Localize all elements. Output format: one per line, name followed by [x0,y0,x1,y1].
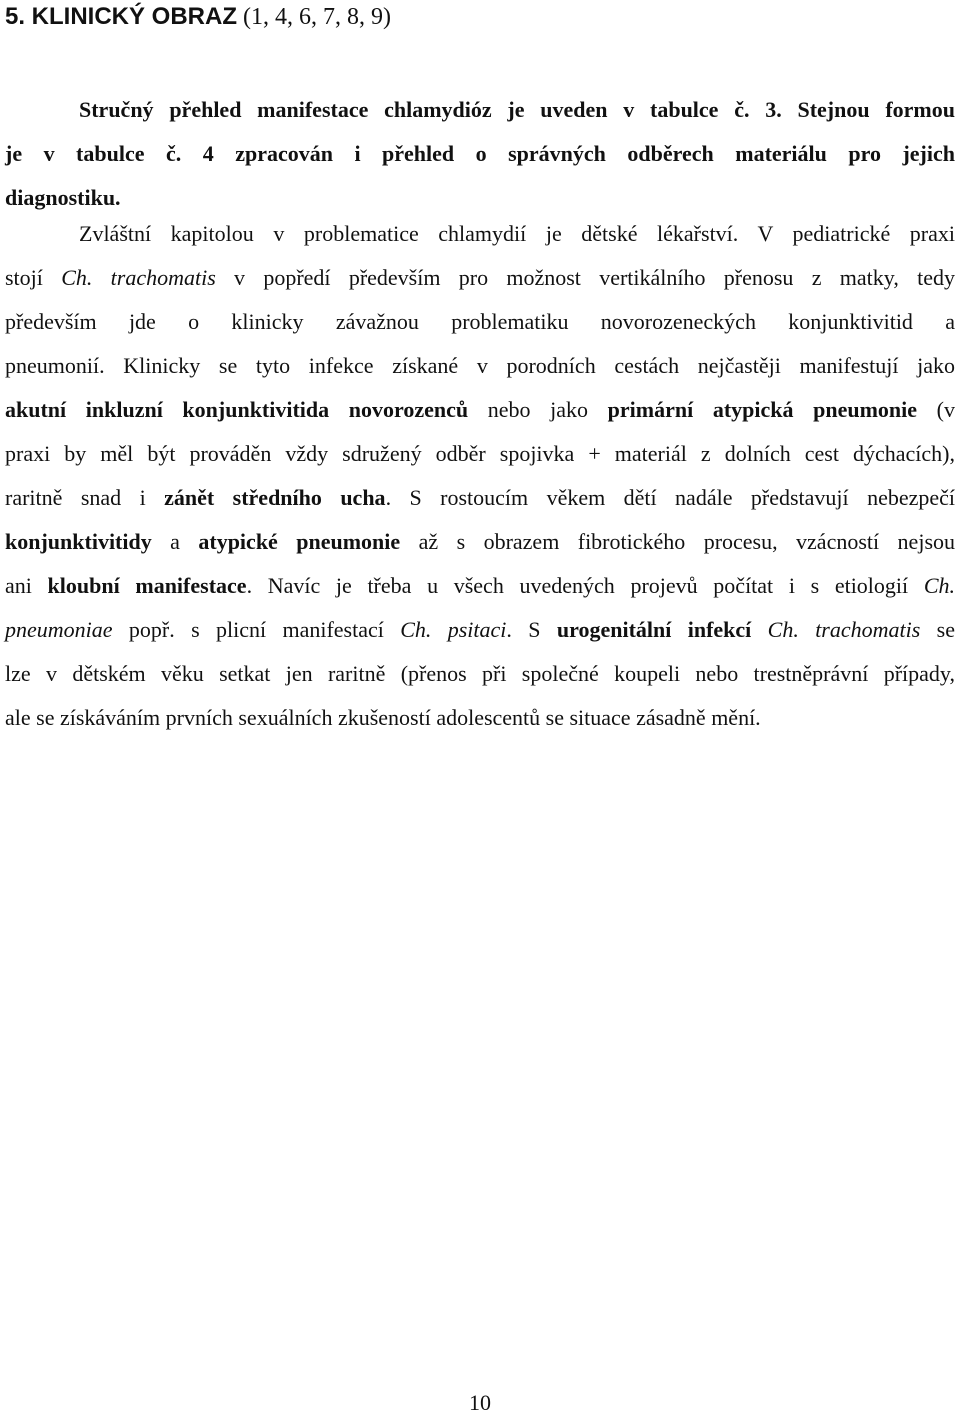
text: v popředí především pro možnost vertikálního přenosu z matky, tedy [215,265,955,290]
text: (v [917,397,955,422]
body-line-1-text: Zvláštní kapitolou v problematice chlamydií je dětské lékařství. V pediatrické praxi [79,221,955,246]
text: . S [506,617,557,642]
body-line-5 [5,388,955,432]
intro-line-1 [5,88,955,132]
body-line-10 [5,608,955,652]
species-name: pneumoniae [5,617,113,642]
section-references: (1, 4, 6, 7, 8, 9) [243,4,391,30]
text: stojí [5,265,62,290]
emphasis: zánět středního ucha [164,485,386,510]
emphasis: primární atypická pneumonie [607,397,918,422]
body-line-11: lze v dětském věku setkat jen raritně (přenos při společné koupeli nebo trestněprávní případy, [5,661,955,686]
body-line-7 [5,476,955,520]
emphasis: atypické pneumonie [198,529,401,554]
body-line-9 [5,564,955,608]
intro-line-2: je v tabulce č. 4 zpracován i přehled o správných odběrech materiálu pro jejich [5,141,955,166]
emphasis: kloubní manifestace [47,573,247,598]
body-line-12: ale se získáváním prvních sexuálních zkušeností adolescentů se situace zásadně mění. [5,705,761,730]
text: popř. s plicní manifestací [112,617,401,642]
emphasis: urogenitální infekcí [556,617,752,642]
text: nebo jako [468,397,608,422]
page-number: 10 [469,1390,491,1415]
species-name: Ch. trachomatis [767,617,921,642]
emphasis: akutní inkluzní konjunktivitida novorozenců [5,397,469,422]
body-line-6: praxi by měl být prováděn vždy sdružený odběr spojivka + materiál z dolních cest dýchacích), [5,441,955,466]
text: ani [5,573,48,598]
body-line-2 [5,256,955,300]
text: . S rostoucím věkem dětí nadále představují nebezpečí [385,485,956,510]
emphasis: konjunktivitidy [5,529,152,554]
text: a [151,529,199,554]
section-heading [5,2,391,32]
intro-line-3: diagnostiku. [5,185,121,210]
intro-line-1-text: Stručný přehled manifestace chlamydióz je uveden v tabulce č. 3. Stejnou formou [79,97,955,122]
text: až s obrazem fibrotického procesu, vzácností nejsou [400,529,956,554]
species-name: Ch. [923,573,955,598]
body-line-8 [5,520,955,564]
intro-paragraph [5,88,955,220]
text: . Navíc je třeba u všech uvedených projevů počítat i s etiologií [246,573,924,598]
body-line-4: pneumonií. Klinicky se tyto infekce získané v porodních cestách nejčastěji manifestují jako [5,353,955,378]
text [751,617,767,642]
body-line-1 [5,212,955,256]
species-name: Ch. trachomatis [61,265,216,290]
species-name: Ch. psitaci [400,617,507,642]
section-title: 5. KLINICKÝ OBRAZ [5,3,238,30]
text: raritně snad i [5,485,165,510]
text: se [920,617,955,642]
body-line-3: především jde o klinicky závažnou problematiku novorozeneckých konjunktivitid a [5,309,955,334]
body-paragraph [5,212,955,740]
